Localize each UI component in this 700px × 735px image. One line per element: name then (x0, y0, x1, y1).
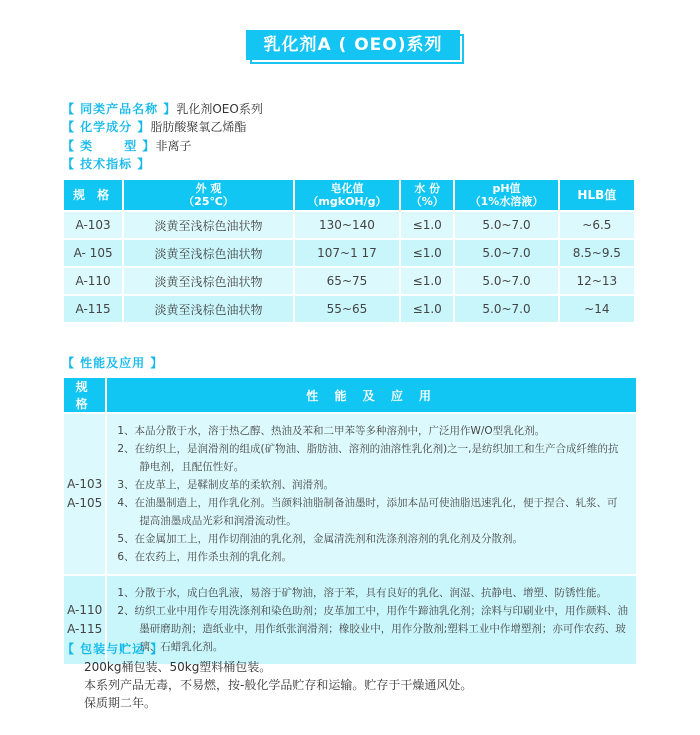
cell-ph: 5.0~7.0 (455, 268, 557, 294)
info-label: 【 化学成分 】 (62, 120, 151, 134)
cell-description: 1、本品分散于水，溶于热乙醇、热油及苯和二甲苯等多种溶剂中，广泛用作W/O型乳化剂。 2、在纺织上，是润滑剂的组成(矿物油、脂肪油、溶剂的油溶性乳化剂)之一,是纺织加工和生产合成纤维的抗 静电剂，且配伍性好。 3、在皮革上，是鞣制皮革的柔软剂、润滑剂。 4、在油墨制造上，用作乳化剂。当颜料油脂制备油墨时，添加本品可使油脂迅速乳化，便于捏合、轧浆、可 提高油墨成品光彩和润滑流动性。 5、在金属加工上，用作切削油的乳化剂，金属清洗剂和洗涤剂溶剂的乳化剂及分散剂。 6、在农药上，用作杀虫剂的乳化剂。 (107, 414, 636, 574)
table-row (64, 268, 634, 294)
table-row (64, 240, 634, 266)
cell-ph: 5.0~7.0 (455, 240, 557, 266)
header-appearance: 外 观 （25℃） (124, 180, 293, 210)
info-value: 乳化剂OEO系列 (176, 102, 263, 116)
cell-saponification: 65~75 (295, 268, 399, 294)
cell-hlb: ~6.5 (560, 212, 634, 238)
storage-line: 本系列产品无毒，不易燃，按-般化学品贮存和运输。贮存于干燥通风处。 (84, 678, 473, 692)
table-row (64, 296, 634, 322)
info-row-tech-spec (62, 155, 150, 173)
cell-model: A-110 (64, 268, 122, 294)
info-value: 脂肪酸聚氧乙烯酯 (150, 120, 247, 134)
cell-moisture: ≤1.0 (401, 240, 453, 266)
header-hlb: HLB值 (560, 180, 634, 210)
cell-hlb: ~14 (560, 296, 634, 322)
cell-description: 1、分散于水，成白色乳液，易溶于矿物油，溶于苯，具有良好的乳化、润湿、抗静电、增塑、防锈性能。 2、纺织工业中用作专用洗涤剂和染色助剂；皮革加工中，用作牛蹄油乳化剂；涂料与印刷业中，用作颜料、油 墨研磨助剂；造纸业中，用作纸张润滑剂；橡胶业中，用作分散剂;塑料工业中作增塑剂；亦可作农药、玻 璃、石蜡乳化剂。 (107, 576, 636, 664)
cell-appearance: 淡黄至浅棕色油状物 (124, 296, 293, 322)
table-row (64, 212, 634, 238)
cell-model: A- 105 (64, 240, 122, 266)
cell-moisture: ≤1.0 (401, 212, 453, 238)
cell-appearance: 淡黄至浅棕色油状物 (124, 268, 293, 294)
cell-saponification: 130~140 (295, 212, 399, 238)
shelf-life-line: 保质期二年。 (84, 696, 157, 710)
cell-appearance: 淡黄至浅棕色油状物 (124, 212, 293, 238)
header-model: 规 格 (64, 378, 105, 412)
info-label: 【 技术指标 】 (62, 157, 151, 171)
header-moisture: 水 份 （%） (401, 180, 453, 210)
spec-table (62, 178, 636, 324)
header-performance: 性 能 及 应 用 (107, 378, 636, 412)
table-row (64, 414, 636, 574)
cell-models: A-110 A-115 (64, 576, 105, 664)
info-value: 非离子 (155, 139, 192, 153)
info-row-product-name (62, 100, 263, 118)
cell-appearance: 淡黄至浅棕色油状物 (124, 240, 293, 266)
info-label: 【 类 型 】 (62, 139, 156, 153)
cell-hlb: 12~13 (560, 268, 634, 294)
info-row-type (62, 137, 191, 155)
packaging-section (62, 640, 472, 712)
performance-table-header (64, 378, 636, 412)
cell-saponification: 55~65 (295, 296, 399, 322)
cell-hlb: 8.5~9.5 (560, 240, 634, 266)
packaging-line: 200kg桶包装、50kg塑料桶包装。 (84, 660, 272, 674)
page-title-banner (246, 30, 466, 64)
cell-model: A-115 (64, 296, 122, 322)
cell-moisture: ≤1.0 (401, 268, 453, 294)
cell-ph: 5.0~7.0 (455, 296, 557, 322)
header-saponification: 皂化值 （mgkOH/g） (295, 180, 399, 210)
info-row-composition (62, 118, 246, 136)
cell-model: A-103 (64, 212, 122, 238)
spec-table-header (64, 180, 634, 210)
packaging-label: 【 包装与贮运 】 (62, 642, 164, 656)
cell-moisture: ≤1.0 (401, 296, 453, 322)
header-model: 规 格 (64, 180, 122, 210)
header-ph: pH值 （1%水溶液） (455, 180, 557, 210)
performance-section-label: 【 性能及应用 】 (62, 356, 164, 370)
cell-ph: 5.0~7.0 (455, 212, 557, 238)
cell-saponification: 107~1 17 (295, 240, 399, 266)
page-title: 乳化剂A ( OEO)系列 (246, 30, 460, 60)
performance-table (62, 376, 638, 666)
cell-models: A-103 A-105 (64, 414, 105, 574)
info-label: 【 同类产品名称 】 (62, 102, 177, 116)
